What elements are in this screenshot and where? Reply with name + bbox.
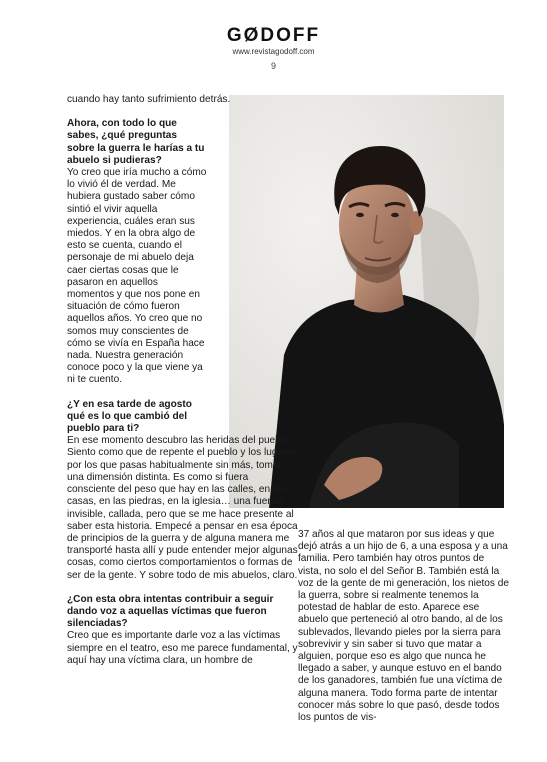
answer-1: Yo creo que iría mucho a cómo lo vivió él de verdad. Me hubiera gustado saber cómo sintió el vivir aquella experiencia, cuáles eran sus miedos. Y en la obra algo de esto se cuenta, cuando el personaje de mi abuelo deja caer ciertas cosas que le pasaron en aquellos momentos y que nos pone en situación de cómo fueron aquellos años. Yo creo que no somos muy conscientes de cómo se vivía en España hace nada. Nuestra generación conoce poco y la que viene ya ni te cuento. <box>67 167 207 386</box>
question-3: ¿Con esta obra intentas contribuir a seguir dando voz a aquellas víctimas que fueron silenciadas? <box>67 593 274 630</box>
answer-3: Creo que es importante darle voz a las víctimas siempre en el teatro, eso me parece fundamental, y aquí hay una víctima clara, un hombre de <box>67 630 298 666</box>
question-2: ¿Y en esa tarde de agosto qué es lo que cambió del pueblo para ti? <box>67 398 192 435</box>
page-number: 9 <box>270 61 276 71</box>
masthead <box>0 26 547 72</box>
article-right-column <box>298 529 510 736</box>
answer-2: En ese momento descubro las heridas del pueblo. Siento como que de repente el pueblo y los lugares por los que pasas habitualmente sin más, toman una dimensión distinta. Es como si fuera consciente del peso que hay en las calles, en las casas, en las piedras, en la iglesia… una fuerza invisible, callada, pero que se me hace presente al saber esta historia. Empecé a pensar en esa época de principios de la guerra y de alguna manera me transporté hasta allí y pude entender mejor algunas cosas, como ciertos comportamientos o formas de ser de la gente. Y sobre todo de mis abuelos, claro. <box>67 435 298 581</box>
right-column-paragraph: 37 años al que mataron por sus ideas y que dejó atrás a un hijo de 6, a una esposa y a una familia. Pero también hay otros puntos de vista, no solo el del Señor B. También está la voz de la gente de mi generación, los nietos de la guerra, sobre si realmente tenemos la potestad de hablar de esto. Aparece ese abuelo que perteneció al otro bando, al de los sublevados, llevando pieles por la sierra para sobrevivir y sin saber si tuvo que matar a alguien, porque eso es algo que nunca he llegado a saber, y aunque estuvo en el bando de los ganadores, también fue una víctima de alguna manera. Todo forma parte de intentar conocer más sobre lo que pasó, desde todos los puntos de vis- <box>298 529 509 724</box>
question-1: Ahora, con todo lo que sabes, ¿qué preguntas sobre la guerra le harías a tu abuelo si pudieras? <box>67 118 205 166</box>
article-left-column <box>67 94 299 679</box>
intro-paragraph: cuando hay tanto sufrimiento detrás. <box>67 94 231 105</box>
website-url[interactable]: www.revistagodoff.com <box>232 47 315 56</box>
magazine-logo: GØDOFF <box>226 25 321 46</box>
